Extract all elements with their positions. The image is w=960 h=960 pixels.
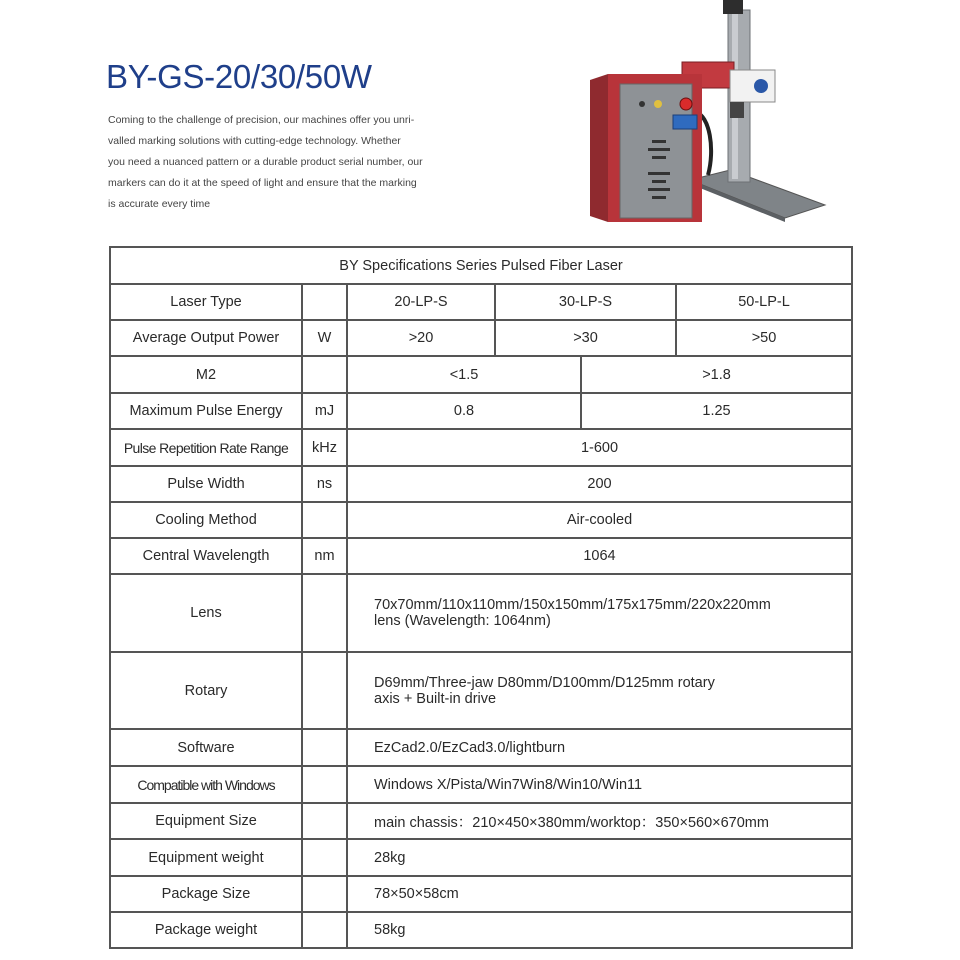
row-unit (302, 652, 347, 729)
row-label: Compatible with Windows (110, 766, 302, 803)
cell-value: 58kg (347, 912, 852, 948)
row-label: Software (110, 729, 302, 766)
row-unit (302, 803, 347, 839)
intro-line: markers can do it at the speed of light and ensure that the marking (108, 177, 417, 189)
cell-value: Windows X/Pista/Win7Win8/Win10/Win11 (347, 766, 852, 803)
table-row (110, 320, 852, 356)
cell-value: Air-cooled (347, 502, 852, 538)
table-row (110, 502, 852, 538)
cell-value: 0.8 (347, 393, 581, 429)
row-label: Cooling Method (110, 502, 302, 538)
cell-value (347, 574, 852, 652)
table-row (110, 393, 852, 429)
laser-machine-image (580, 0, 830, 222)
table-row (110, 876, 852, 912)
row-label: Equipment weight (110, 839, 302, 876)
row-label: Laser Type (110, 284, 302, 320)
row-label: Equipment Size (110, 803, 302, 839)
page-title: BY-GS-20/30/50W (106, 58, 372, 95)
intro-line: Coming to the challenge of precision, our machines offer you unri- (108, 114, 415, 126)
cell-value (347, 652, 852, 729)
row-unit: kHz (302, 429, 347, 466)
row-unit (302, 912, 347, 948)
table-row (110, 284, 852, 320)
cell-value: 50-LP-L (676, 284, 852, 320)
table-row (110, 803, 852, 839)
cell-value: 78×50×58cm (347, 876, 852, 912)
table-row (110, 729, 852, 766)
table-row (110, 912, 852, 948)
cell-value: >50 (676, 320, 852, 356)
row-unit: ns (302, 466, 347, 502)
row-unit (302, 766, 347, 803)
cell-value: >1.8 (581, 356, 852, 393)
cell-value: 1.25 (581, 393, 852, 429)
row-unit: mJ (302, 393, 347, 429)
row-unit (302, 876, 347, 912)
table-row (110, 766, 852, 803)
table-row (110, 466, 852, 502)
intro-line: you need a nuanced pattern or a durable product serial number, our (108, 156, 423, 168)
row-unit (302, 729, 347, 766)
cell-value: 200 (347, 466, 852, 502)
cell-value: >20 (347, 320, 495, 356)
row-label: Pulse Repetition Rate Range (110, 429, 302, 466)
cell-value: >30 (495, 320, 676, 356)
table-row (110, 839, 852, 876)
intro-line: valled marking solutions with cutting-edge technology. Whether (108, 135, 401, 147)
row-unit (302, 574, 347, 652)
table-header-row (110, 247, 852, 284)
table-row (110, 652, 852, 729)
cell-value: 1064 (347, 538, 852, 574)
cell-value: EzCad2.0/EzCad3.0/lightburn (347, 729, 852, 766)
row-label: Package Size (110, 876, 302, 912)
cell-value: <1.5 (347, 356, 581, 393)
row-unit (302, 502, 347, 538)
row-label: Central Wavelength (110, 538, 302, 574)
spec-table (109, 246, 853, 949)
row-unit (302, 284, 347, 320)
cell-line: 70x70mm/110x110mm/150x150mm/175x175mm/220x220mm (374, 597, 771, 613)
row-label: Average Output Power (110, 320, 302, 356)
cell-line: axis + Built-in drive (374, 690, 497, 707)
cell-value: main chassis：210×450×380mm/worktop：350×560×670mm (347, 803, 852, 839)
row-unit (302, 356, 347, 393)
row-unit: nm (302, 538, 347, 574)
row-unit (302, 839, 347, 876)
cell-value: 20-LP-S (347, 284, 495, 320)
row-unit: W (302, 320, 347, 356)
table-row (110, 574, 852, 652)
cell-line: D69mm/Three-jaw D80mm/D100mm/D125mm rotary (374, 674, 715, 691)
cell-value: 1-600 (347, 429, 852, 466)
cell-line: lens (Wavelength: 1064nm) (374, 613, 551, 629)
intro-paragraph (108, 110, 458, 215)
intro-line: is accurate every time (108, 198, 211, 210)
cell-value: 28kg (347, 839, 852, 876)
table-row (110, 356, 852, 393)
table-row (110, 538, 852, 574)
row-label: M2 (110, 356, 302, 393)
table-row (110, 429, 852, 466)
row-label: Lens (110, 574, 302, 652)
row-label: Pulse Width (110, 466, 302, 502)
row-label: Rotary (110, 652, 302, 729)
row-label: Package weight (110, 912, 302, 948)
table-caption: BY Specifications Series Pulsed Fiber Laser (110, 247, 852, 284)
row-label: Maximum Pulse Energy (110, 393, 302, 429)
cell-value: 30-LP-S (495, 284, 676, 320)
